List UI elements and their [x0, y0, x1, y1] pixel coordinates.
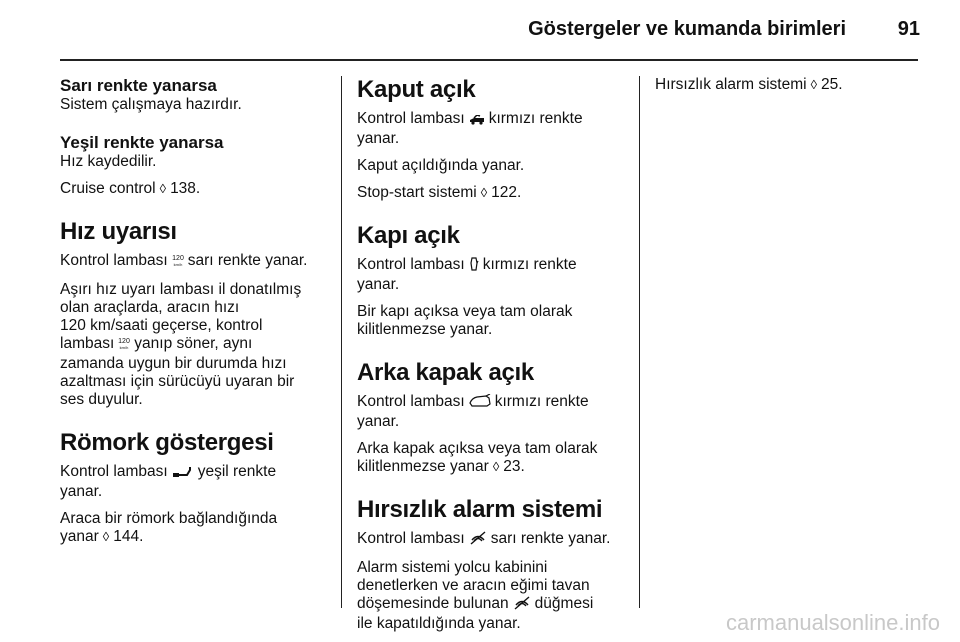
column-3: [655, 76, 925, 103]
text: döşemesinde bulunan: [357, 595, 509, 612]
svg-text:120: 120: [118, 338, 131, 345]
paragraph: [60, 281, 332, 409]
paragraph: [60, 510, 332, 546]
page-number: 91: [897, 18, 920, 40]
paragraph: [60, 463, 332, 501]
text-line: Aşırı hız uyarı lambası il donatılmış: [60, 281, 302, 298]
header-rule: [60, 59, 918, 61]
link-page-ref[interactable]: 122.: [491, 184, 522, 201]
hood-open-icon: [469, 112, 485, 130]
text: Cruise control: [60, 180, 156, 197]
text: sarı renkte yanar.: [187, 252, 308, 269]
reference-arrow-icon: ◊: [492, 459, 500, 474]
text-line: Bir kapı açıksa veya tam olarak: [357, 303, 573, 320]
text: yanar.: [357, 413, 400, 430]
text: Stop-start sistemi: [357, 184, 477, 201]
text: Kontrol lambası: [357, 393, 465, 410]
text: Kontrol lambası: [357, 110, 465, 127]
link-page-ref[interactable]: 138.: [170, 180, 201, 197]
text-line: 120 km/saati geçerse, kontrol: [60, 317, 263, 334]
text: Kontrol lambası: [357, 256, 465, 273]
text: sarı renkte yanar.: [490, 530, 611, 547]
svg-text:120: 120: [171, 255, 184, 262]
heading-trailer-indicator: Römork göstergesi: [60, 429, 274, 456]
text: Hırsızlık alarm sistemi: [655, 76, 807, 93]
watermark: carmanualsonline.info: [725, 610, 940, 635]
paragraph: [357, 184, 633, 202]
paragraph: Sistem çalışmaya hazırdır.: [60, 96, 242, 113]
paragraph: [357, 110, 633, 148]
speed-120-icon: [118, 336, 130, 355]
reference-arrow-icon: ◊: [159, 181, 167, 196]
text: kırmızı renkte: [488, 110, 583, 127]
text: yanar.: [357, 276, 400, 293]
page-header: [60, 14, 920, 50]
link-page-ref[interactable]: 23.: [503, 458, 525, 475]
text-line: Alarm sistemi yolcu kabinini: [357, 559, 548, 576]
link-page-ref[interactable]: 144.: [113, 528, 144, 545]
paragraph: [655, 76, 925, 94]
reference-arrow-icon: ◊: [102, 529, 110, 544]
text-line: denetlerken ve aracın eğimi tavan: [357, 577, 590, 594]
paragraph: [357, 303, 633, 339]
heading-speed-warning: Hız uyarısı: [60, 218, 177, 245]
column-1: [60, 76, 332, 555]
paragraph: Hız kaydedilir.: [60, 153, 157, 170]
paragraph: [357, 393, 633, 431]
paragraph: [357, 530, 633, 550]
svg-text:km/h: km/h: [119, 345, 129, 350]
text: Kontrol lambası: [357, 530, 465, 547]
text: lambası: [60, 335, 115, 352]
svg-text:km/h: km/h: [173, 262, 183, 267]
paragraph: Kaput açıldığında yanar.: [357, 157, 525, 174]
text-line: azaltması için sürücüyü uyaran bir: [60, 373, 295, 390]
text: yanıp söner, aynı: [134, 335, 253, 352]
text-line: kilitlenmezse yanar.: [357, 321, 493, 338]
link-page-ref[interactable]: 25.: [821, 76, 843, 93]
heading-anti-theft-alarm: Hırsızlık alarm sistemi: [357, 496, 603, 523]
column-divider-1: [341, 76, 342, 608]
trailer-icon: [172, 465, 194, 483]
column-2: [357, 76, 633, 642]
alarm-off-icon: [513, 596, 531, 615]
text: yanar.: [357, 130, 400, 147]
text: yanar: [60, 528, 99, 545]
text-line: ile kapatıldığında yanar.: [357, 615, 521, 632]
subheading-yellow: Sarı renkte yanarsa: [60, 76, 217, 95]
text-line: olan araçlarda, aracın hızı: [60, 299, 240, 316]
page-title: Göstergeler ve kumanda birimleri: [528, 18, 846, 40]
paragraph: [357, 559, 633, 633]
text-line: ses duyulur.: [60, 391, 143, 408]
text: yeşil renkte: [197, 463, 277, 480]
reference-arrow-icon: ◊: [480, 185, 488, 200]
paragraph: [60, 180, 332, 198]
text: kilitlenmezse yanar: [357, 458, 489, 475]
paragraph: [357, 256, 633, 294]
heading-hood-open: Kaput açık: [357, 76, 476, 103]
door-open-icon: [469, 257, 479, 276]
text: yanar.: [60, 483, 103, 500]
speed-120-icon: [172, 253, 184, 272]
column-divider-2: [639, 76, 640, 608]
text-line: Araca bir römork bağlandığında: [60, 510, 278, 527]
text: Kontrol lambası: [60, 463, 168, 480]
text-line: zamanda uygun bir durumda hızı: [60, 355, 287, 372]
text: kırmızı renkte: [494, 393, 589, 410]
heading-door-open: Kapı açık: [357, 222, 460, 249]
heading-tailgate-open: Arka kapak açık: [357, 359, 534, 386]
reference-arrow-icon: ◊: [810, 77, 818, 92]
subheading-green: Yeşil renkte yanarsa: [60, 133, 224, 152]
text: Kontrol lambası: [60, 252, 168, 269]
paragraph: [60, 252, 332, 272]
tailgate-open-icon: [469, 394, 491, 413]
alarm-off-icon: [469, 531, 487, 550]
paragraph: [357, 440, 633, 476]
text-line: Arka kapak açıksa veya tam olarak: [357, 440, 598, 457]
text: düğmesi: [534, 595, 594, 612]
text: kırmızı renkte: [482, 256, 577, 273]
